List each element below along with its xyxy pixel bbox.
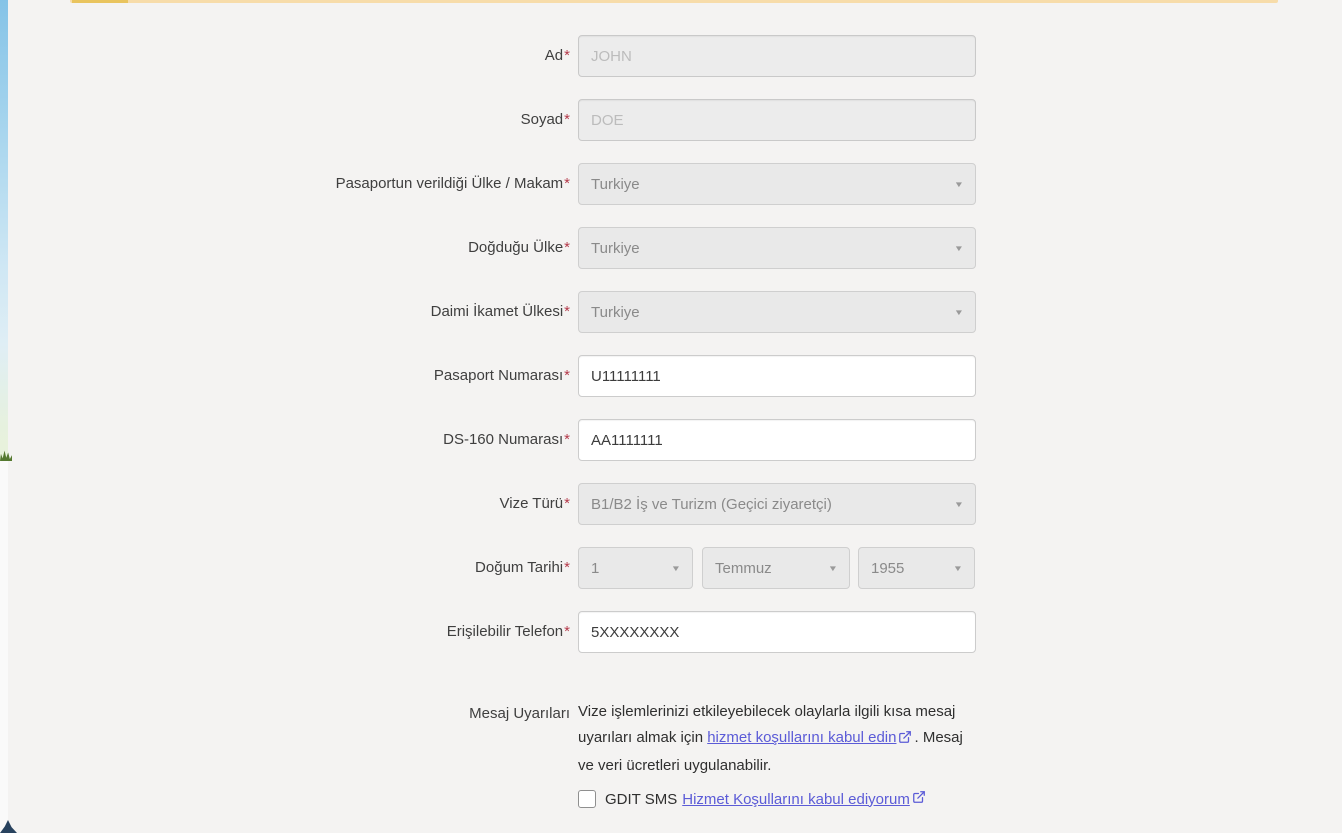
first-name-label: Ad* [544,47,570,64]
sms-terms-text-before: Vize işlemlerinizi etkileyebilecek olaylarla ilgili kısa mesaj uyarıları almak için [578,703,956,746]
required-asterisk: * [564,239,570,256]
chevron-down-icon: ▼ [953,243,965,253]
last-name-label: Soyad* [520,111,570,128]
birth-country-select[interactable] [578,227,976,269]
required-asterisk: * [564,623,570,640]
sms-terms-text [578,699,976,779]
ds160-number-label: DS-160 Numarası* [443,431,570,448]
required-asterisk: * [564,559,570,576]
birth-country-label: Doğduğu Ülke* [468,239,570,256]
form-row-ds160-number [0,419,990,461]
chevron-down-icon: ▼ [953,307,965,317]
passport-number-label: Pasaport Numarası* [433,367,570,384]
birth-year-select [858,547,975,589]
select-value: Turkiye [591,239,640,257]
required-asterisk: * [564,111,570,128]
gdit-sms-terms-link[interactable]: Hizmet Koşullarını kabul ediyorum [682,790,910,808]
phone-input[interactable] [578,611,976,653]
external-link-icon [912,790,926,808]
gdit-sms-consent-row [578,790,976,808]
form-row-residence-country [0,291,990,333]
chevron-down-icon: ▼ [670,563,682,573]
visa-type-select [578,483,976,525]
form-row-phone [0,611,990,653]
select-value: 1955 [871,559,905,577]
select-value: 1 [591,559,600,577]
required-asterisk: * [564,303,570,320]
birth-date-group [578,547,975,589]
required-asterisk: * [564,175,570,192]
form-row-birth-date [0,547,990,589]
chevron-down-icon: ▼ [953,179,965,189]
form-row-passport-issuing-country [0,163,990,205]
birth-month-select [702,547,850,589]
residence-country-label: Daimi İkamet Ülkesi* [430,303,570,320]
select-value: Temmuz [715,559,772,577]
form-row-message-alerts [0,699,990,808]
residence-country-select[interactable] [578,291,976,333]
birth-date-label: Doğum Tarihi* [475,559,570,576]
panel-top-border [70,0,1278,3]
panel-top-border-accent [72,0,128,3]
form-row-birth-country [0,227,990,269]
passport-issuing-country-select[interactable] [578,163,976,205]
first-name-input [578,35,976,77]
chevron-down-icon: ▼ [953,499,965,509]
sms-terms-link[interactable]: hizmet koşullarını kabul edin [707,729,897,746]
required-asterisk: * [564,367,570,384]
chevron-down-icon: ▼ [827,563,839,573]
message-alerts-block [578,699,976,808]
required-asterisk: * [564,47,570,64]
form-row-passport-number [0,355,990,397]
last-name-input [578,99,976,141]
gdit-sms-checkbox[interactable] [578,790,596,808]
form-row-first-name [0,35,990,77]
form-row-visa-type [0,483,990,525]
visa-type-label: Vize Türü* [499,495,570,512]
required-asterisk: * [564,495,570,512]
chevron-down-icon: ▼ [952,563,964,573]
applicant-form [0,35,990,830]
select-value: Turkiye [591,303,640,321]
sms-terms-text-after: . Mesaj ve veri ücretleri uygulanabilir. [578,729,963,774]
gdit-sms-checkbox-label: GDIT SMS [605,790,678,808]
passport-number-input[interactable] [578,355,976,397]
birth-day-select [578,547,693,589]
phone-label: Erişilebilir Telefon* [446,623,570,640]
select-value: B1/B2 İş ve Turizm (Geçici ziyaretçi) [591,495,832,513]
external-link-icon [898,727,912,753]
required-asterisk: * [564,431,570,448]
ds160-number-input[interactable] [578,419,976,461]
message-alerts-label: Mesaj Uyarıları [469,705,570,722]
passport-issuing-country-label: Pasaportun verildiği Ülke / Makam* [335,175,570,192]
select-value: Turkiye [591,175,640,193]
form-row-last-name [0,99,990,141]
